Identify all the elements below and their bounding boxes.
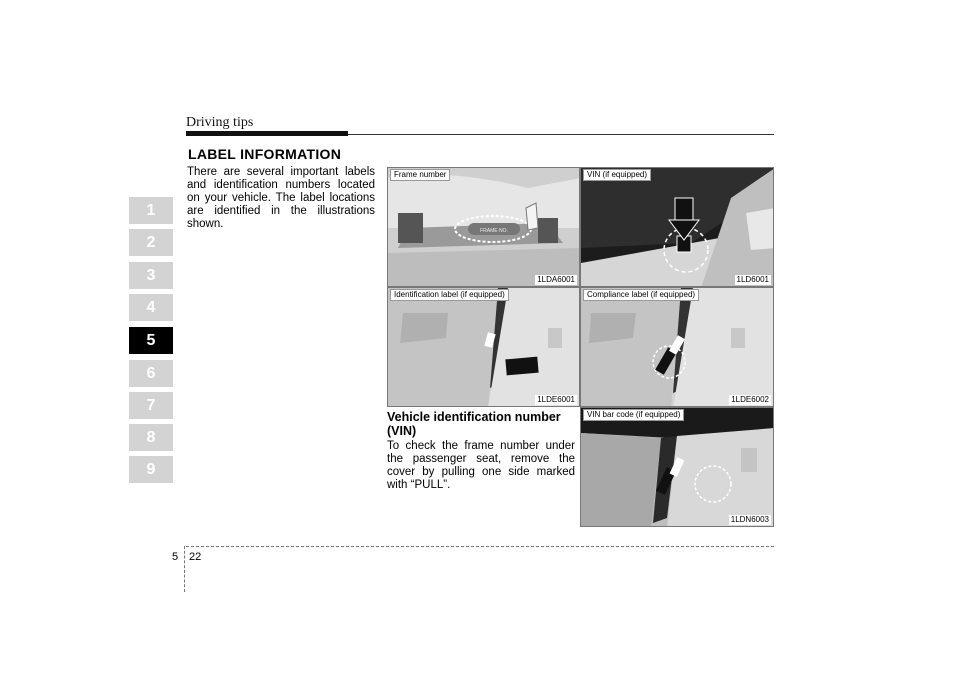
figure-identification-label: [387, 287, 580, 407]
section-title: LABEL INFORMATION: [188, 146, 342, 162]
chapter-tab-7[interactable]: 7: [129, 392, 173, 419]
door-pillar-barcode-illustration: [581, 408, 774, 527]
figure-frame-number: [387, 167, 580, 287]
figure-vin-barcode: [580, 407, 774, 527]
vin-paragraph: To check the frame number under the passenger seat, remove the cover by pulling one side marked with “PULL”.: [387, 440, 575, 491]
footer-chapter-number: 5: [172, 551, 179, 563]
door-pillar-illustration: [581, 288, 774, 407]
chapter-tab-5[interactable]: 5: [129, 327, 173, 354]
chapter-tab-6[interactable]: 6: [129, 360, 173, 387]
chapter-tab-3[interactable]: 3: [129, 262, 173, 289]
footer-page-number: 22: [189, 551, 202, 563]
figure-code: 1LDE6002: [731, 395, 769, 404]
figure-code: 1LDA6001: [537, 275, 575, 284]
running-header: Driving tips: [186, 115, 254, 130]
figure-code: 1LDE6001: [537, 395, 575, 404]
figure-caption: VIN bar code (if equipped): [583, 409, 684, 421]
figure-code: 1LD6001: [736, 275, 769, 284]
frame-no-label: FRAME NO.: [480, 228, 508, 234]
figure-caption: Frame number: [390, 169, 450, 181]
figure-code: 1LDN6003: [730, 515, 769, 524]
figure-vin: [580, 167, 774, 287]
chapter-tab-9[interactable]: 9: [129, 456, 173, 483]
footer-divider: [184, 546, 185, 592]
chapter-tab-8[interactable]: 8: [129, 424, 173, 451]
chapter-tab-4[interactable]: 4: [129, 294, 173, 321]
figure-caption: Compliance label (if equipped): [583, 289, 699, 301]
intro-paragraph: There are several important labels and identification numbers located on your vehicle. The label locations are identified in the illustrations shown.: [187, 166, 375, 230]
door-sill-illustration: [388, 288, 580, 407]
chapter-tab-2[interactable]: 2: [129, 229, 173, 256]
figure-caption: Identification label (if equipped): [390, 289, 509, 301]
figure-caption: VIN (if equipped): [583, 169, 651, 181]
header-rule-bar: [186, 131, 348, 136]
vin-windshield-illustration: [581, 168, 774, 287]
footer-rule: [186, 546, 774, 547]
figure-compliance-label: [580, 287, 774, 407]
vin-heading: Vehicle identification number (VIN): [387, 410, 561, 438]
chapter-tab-1[interactable]: 1: [129, 197, 173, 224]
frame-number-illustration: [388, 168, 580, 287]
